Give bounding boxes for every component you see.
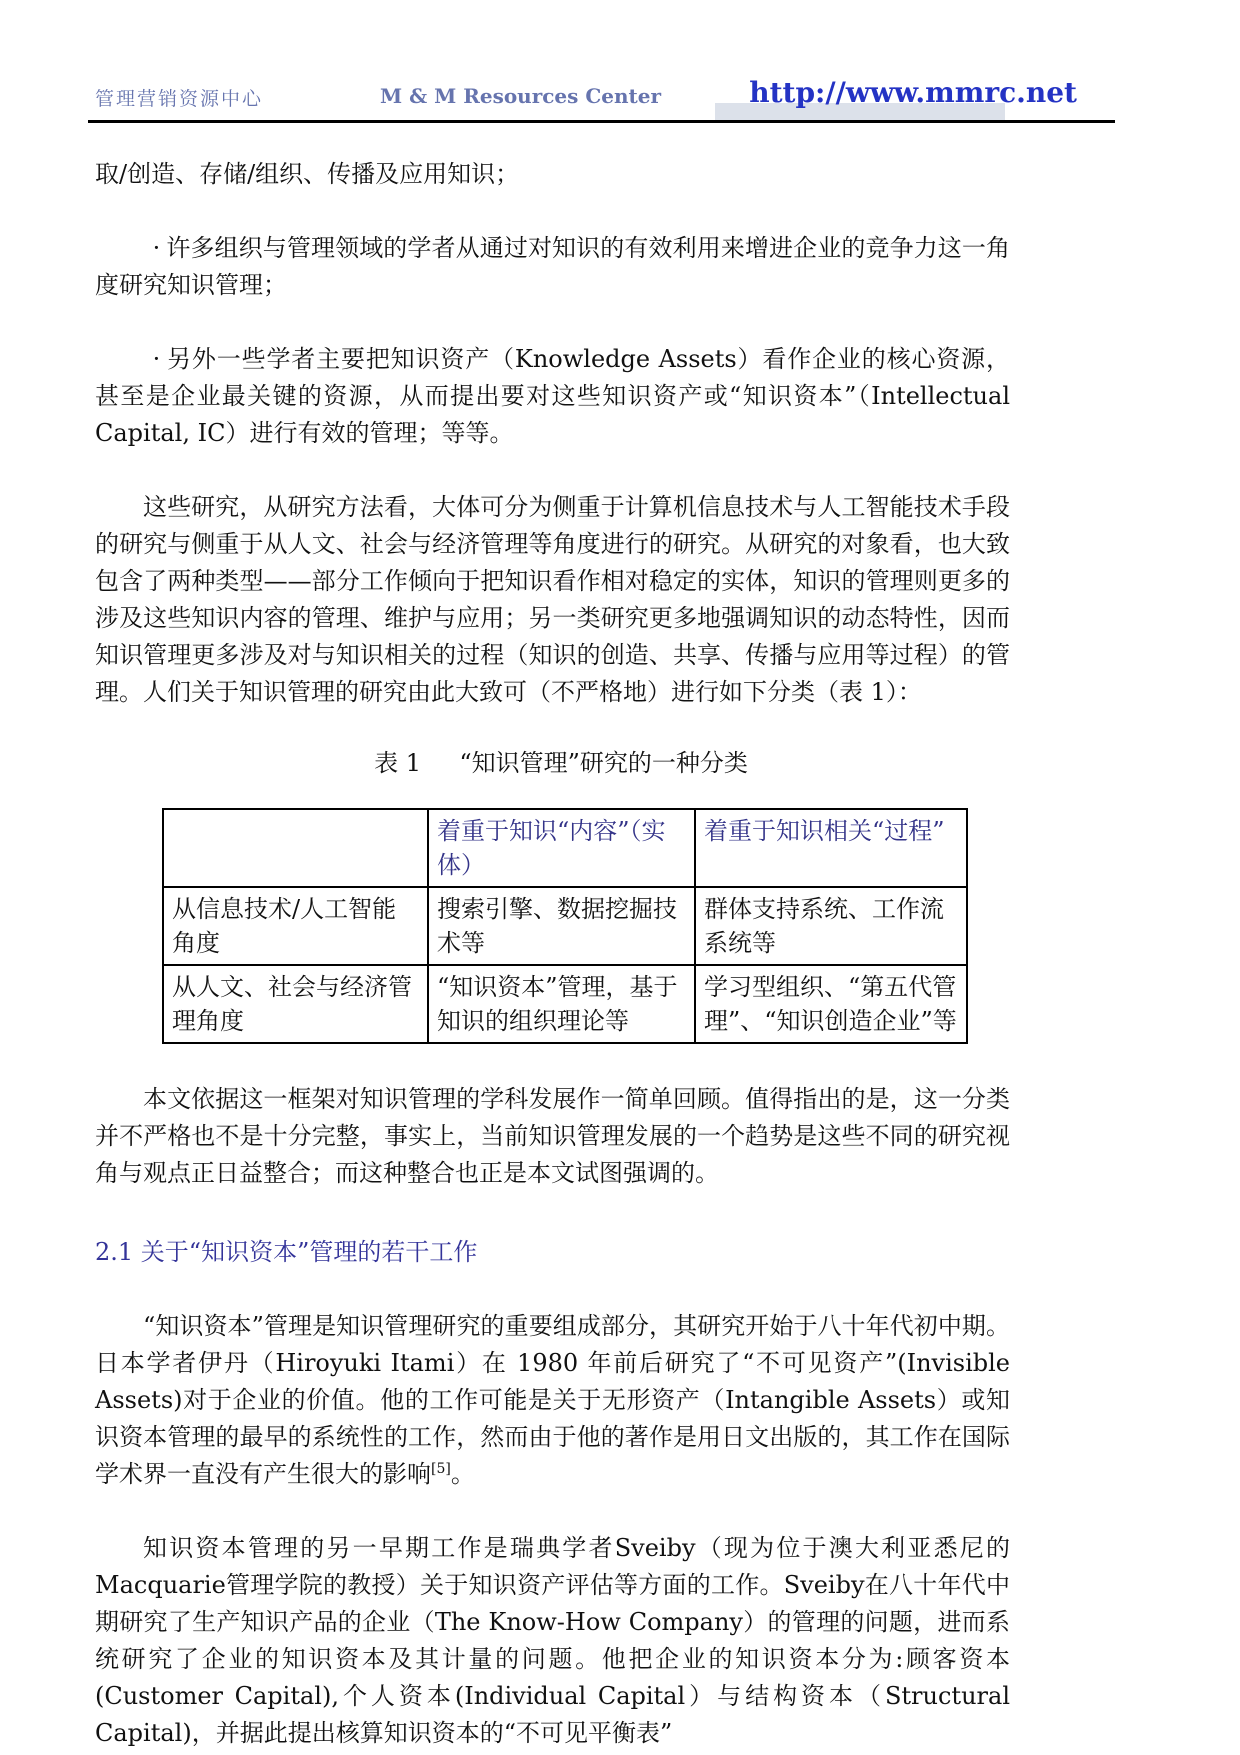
row-1-content: 搜索引擎、数据挖掘技术等	[428, 887, 695, 965]
bullet-paragraph-2	[95, 341, 1010, 452]
table-header-row	[163, 809, 967, 887]
table-caption-title: “知识管理”研究的一种分类	[459, 749, 748, 777]
table-caption-label: 表 1	[374, 749, 421, 777]
page-header	[95, 76, 1115, 116]
table-row	[163, 887, 967, 965]
paragraph-after-table: 本文依据这一框架对知识管理的学科发展作一简单回顾。值得指出的是，这一分类并不严格也不是十分完整，事实上，当前知识管理发展的一个趋势是这些不同的研究视角与观点正日益整合；而这种整合也正是本文试图强调的。	[95, 1085, 1010, 1187]
section-paragraph-2: 知识资本管理的另一早期工作是瑞典学者Sveiby（现为位于澳大利亚悉尼的Macquarie管理学院的教授）关于知识资产评估等方面的工作。Sveiby在八十年代中期研究了生产知识产品的企业（The Know-How Company）的管理的问题，进而系统研究了企业的知识资本及其计量的问题。他把企业的知识资本分为:顾客资本(Customer Capital),个人资本(Individual Capital）与结构资本（Structural Capital)，并据此提出核算知识资本的“不可见平衡表”	[95, 1534, 1010, 1747]
row-1-label: 从信息技术/人工智能角度	[163, 887, 428, 965]
row-2-process: 学习型组织、“第五代管理”、“知识创造企业”等	[695, 965, 967, 1043]
section-paragraph-1-tail: 。	[450, 1460, 475, 1488]
section-paragraph-1-text: “知识资本”管理是知识管理研究的重要组成部分，其研究开始于八十年代初中期。日本学者伊丹（Hiroyuki Itami）在 1980 年前后研究了“不可见资产”(Invisible Assets)对于企业的价值。他的工作可能是关于无形资产（Intangible Assets）或知识资本管理的最早的系统性的工作，然而由于他的著作是用日文出版的，其工作在国际学术界一直没有产生很大的影响	[95, 1312, 1010, 1488]
site-url-link[interactable]: http://www.mmrc.net	[749, 76, 1077, 109]
row-2-content: “知识资本”管理，基于知识的组织理论等	[428, 965, 695, 1043]
table-header-corner	[163, 809, 428, 887]
bullet-icon: ·	[152, 345, 161, 373]
row-2-label: 从人文、社会与经济管理角度	[163, 965, 428, 1043]
bullet-icon: ·	[152, 234, 161, 262]
table-row	[163, 965, 967, 1043]
table-header-content: 着重于知识“内容”（实体）	[428, 809, 695, 887]
bullet-2-text: 另外一些学者主要把知识资产（Knowledge Assets）看作企业的核心资源，甚至是企业最关键的资源，从而提出要对这些知识资产或“知识资本”（Intellectual Capital, IC）进行有效的管理；等等。	[95, 345, 1010, 447]
paragraph-overview: 这些研究，从研究方法看，大体可分为侧重于计算机信息技术与人工智能技术手段的研究与侧重于从人文、社会与经济管理等角度进行的研究。从研究的对象看，也大致包含了两种类型——部分工作倾向于把知识看作相对稳定的实体，知识的管理则更多的涉及这些知识内容的管理、维护与应用；另一类研究更多地强调知识的动态特性，因而知识管理更多涉及对与知识相关的过程（知识的创造、共享、传播与应用等过程）的管理。人们关于知识管理的研究由此大致可（不严格地）进行如下分类（表 1）：	[95, 493, 1010, 706]
bullet-1-text: 许多组织与管理领域的学者从通过对知识的有效利用来增进企业的竞争力这一角度研究知识管理；	[95, 234, 1010, 299]
site-name-chinese: 管理营销资源中心	[95, 88, 264, 110]
row-1-process: 群体支持系统、工作流系统等	[695, 887, 967, 965]
footnote-reference: [5]	[431, 1461, 451, 1477]
table-header-process: 着重于知识相关“过程”	[695, 809, 967, 887]
header-divider-rule	[88, 120, 1115, 123]
section-heading-2-1: 2.1 关于“知识资本”管理的若干工作	[95, 1238, 478, 1266]
classification-table	[162, 808, 968, 1044]
table-caption	[162, 745, 960, 782]
document-body	[95, 156, 1010, 1752]
bullet-paragraph-1	[95, 230, 1010, 304]
section-paragraph-1	[95, 1308, 1010, 1493]
paragraph-continuation: 取/创造、存储/组织、传播及应用知识；	[95, 160, 520, 188]
site-name-english: M & M Resources Center	[380, 84, 662, 108]
